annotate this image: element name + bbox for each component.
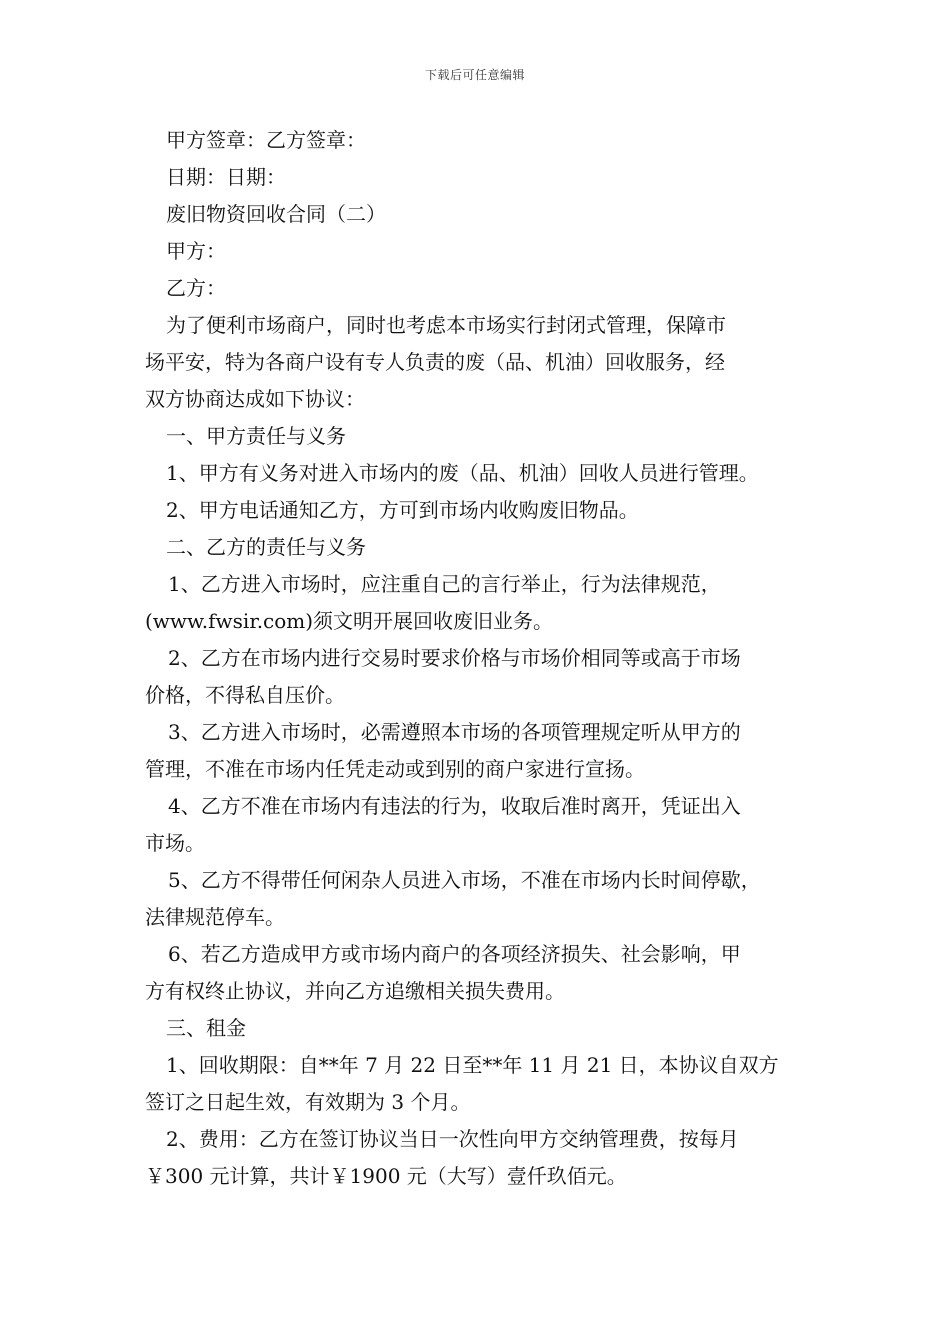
section-heading: 一、甲方责任与义务 — [166, 424, 346, 448]
paragraph-line: 6、若乙方造成甲方或市场内商户的各项经济损失、社会影响，甲 — [168, 942, 741, 966]
paragraph-line: 为了便利市场商户，同时也考虑本市场实行封闭式管理，保障市 — [166, 313, 726, 337]
paragraph-line: 方有权终止协议，并向乙方追缴相关损失费用。 — [145, 979, 565, 1003]
paragraph-line: 3、乙方进入市场时，必需遵照本市场的各项管理规定听从甲方的 — [168, 720, 741, 744]
paragraph-line: 双方协商达成如下协议： — [145, 387, 365, 411]
paragraph-line: 1、回收期限：自**年 7 月 22 日至**年 11 月 21 日，本协议自双方 — [166, 1053, 779, 1077]
paragraph-line: 签订之日起生效，有效期为 3 个月。 — [145, 1090, 471, 1114]
paragraph-line: 1、乙方进入市场时，应注重自己的言行举止，行为法律规范， — [168, 572, 721, 596]
signature-line: 甲方签章：乙方签章： — [166, 128, 366, 152]
paragraph-line: 1、甲方有义务对进入市场内的废（品、机油）回收人员进行管理。 — [166, 461, 759, 485]
paragraph-line: ￥300 元计算，共计￥1900 元（大写）壹仟玖佰元。 — [145, 1164, 627, 1188]
paragraph-line: 管理，不准在市场内任凭走动或到别的商户家进行宣扬。 — [145, 757, 645, 781]
section-heading: 二、乙方的责任与义务 — [166, 535, 366, 559]
paragraph-line: 4、乙方不准在市场内有违法的行为，收取后准时离开，凭证出入 — [168, 794, 741, 818]
party-b-line: 乙方： — [166, 276, 226, 300]
paragraph-line: 法律规范停车。 — [145, 905, 285, 929]
paragraph-line: 市场。 — [145, 831, 205, 855]
page-header: 下载后可任意编辑 — [424, 68, 525, 82]
paragraph-line: 2、乙方在市场内进行交易时要求价格与市场价相同等或高于市场 — [168, 646, 741, 670]
paragraph-line: 5、乙方不得带任何闲杂人员进入市场，不准在市场内长时间停歇， — [168, 868, 761, 892]
paragraph-line: 2、费用：乙方在签订协议当日一次性向甲方交纳管理费，按每月 — [166, 1127, 739, 1151]
contract-title: 废旧物资回收合同（二） — [166, 202, 386, 226]
date-line: 日期：日期： — [166, 165, 286, 189]
document-body — [145, 122, 815, 1195]
paragraph-line: 场平安，特为各商户设有专人负责的废（品、机油）回收服务，经 — [145, 350, 725, 374]
paragraph-line: 价格，不得私自压价。 — [145, 683, 345, 707]
paragraph-line: 2、甲方电话通知乙方，方可到市场内收购废旧物品。 — [166, 498, 639, 522]
party-a-line: 甲方： — [166, 239, 226, 263]
section-heading: 三、租金 — [166, 1016, 246, 1040]
paragraph-line: (www.fwsir.com)须文明开展回收废旧业务。 — [145, 609, 554, 633]
